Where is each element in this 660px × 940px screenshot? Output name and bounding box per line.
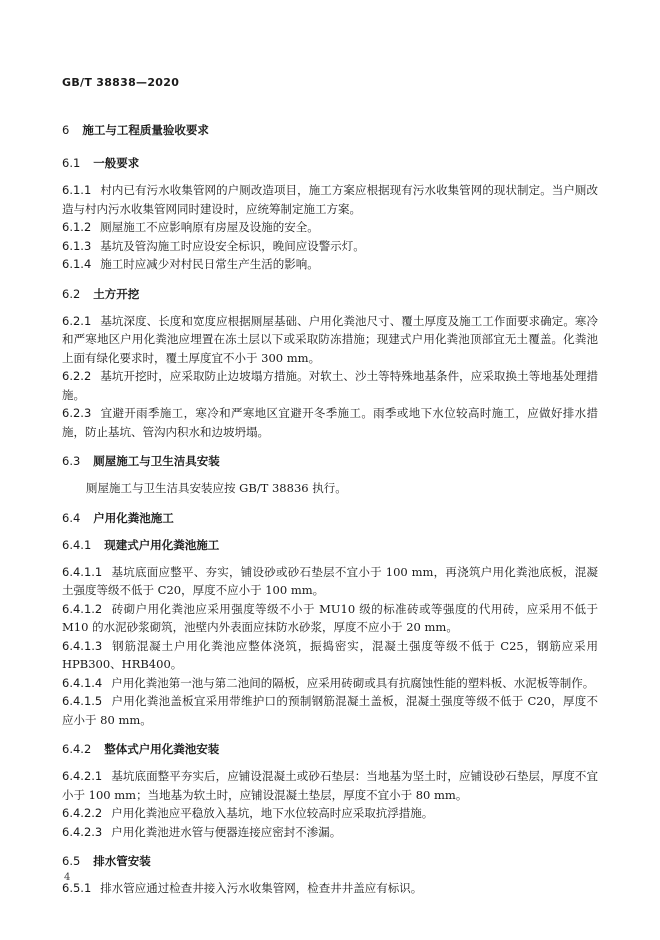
standard-code-header: GB/T 38838—2020 [62,76,180,89]
subsection-heading: 6.1 一般要求 [62,156,140,170]
clause: 6.4.1.2 砖砌户用化粪池应采用强度等级不小于 MU10 级的标准砖或等强度的代用砖，应采用不低于 M10 的水泥砂浆砌筑，池壁内外表面应抹防水砂浆，厚度不应小于 20 mm。 [62,601,598,634]
clause: 6.4.1.4 户用化粪池第一池与第二池间的隔板，应采用砖砌或具有抗腐蚀性能的塑料板、水泥板等制作。 [62,675,595,690]
clause: 6.2.2 基坑开挖时，应采取防止边坡塌方措施。对软土、沙土等特殊地基条件，应采取换土等地基处理措施。 [62,369,598,402]
clause: 6.4.2.1 基坑底面整平夯实后，应铺设混凝土或砂石垫层：当地基为坚土时，应铺设砂石垫层，厚度不宜小于 100 mm；当地基为软土时，应铺设混凝土垫层，厚度不宜小于 80 mm。 [62,769,598,802]
clause: 6.1.4 施工时应减少对村民日常生产生活的影响。 [62,257,319,271]
subsubsection-heading: 6.4.1 现建式户用化粪池施工 [62,537,220,552]
subsection-heading: 6.5 排水管安装 [62,854,151,868]
clause: 6.5.1 排水管应通过检查井接入污水收集管网，检查井井盖应有标识。 [62,881,423,895]
page-number: 4 [64,872,71,883]
subsection-heading: 6.3 厕屋施工与卫生洁具安装 [62,454,220,468]
clause: 6.2.1 基坑深度、长度和宽度应根据厕屋基础、户用化粪池尺寸、覆土厚度及施工工作面要求确定。寒冷和严寒地区户用化粪池应埋置在冻土层以下或采取防冻措施；现建式户用化粪池顶部宜无土覆盖。化粪池上面有绿化要求时，覆土厚度宜不小于 300 mm。 [62,313,598,365]
subsection-heading: 6.2 土方开挖 [62,286,140,301]
section-heading: 6 施工与工程质量验收要求 [62,123,209,137]
document-body [62,121,598,898]
subsubsection-heading: 6.4.2 整体式户用化粪池安装 [62,742,220,756]
clause: 厕屋施工与卫生洁具安装应按 GB/T 38836 执行。 [86,481,347,495]
subsection-heading: 6.4 户用化粪池施工 [62,510,174,525]
clause: 6.4.1.5 户用化粪池盖板宜采用带维护口的预制钢筋混凝土盖板，混凝土强度等级不低于 C20，厚度不应小于 80 mm。 [62,694,598,727]
clause: 6.4.1.1 基坑底面应整平、夯实，铺设砂或砂石垫层不宜小于 100 mm，再浇筑户用化粪池底板，混凝土强度等级不低于 C20，厚度不应小于 100 mm。 [62,564,598,597]
clause: 6.4.1.3 钢筋混凝土户用化粪池应整体浇筑，振捣密实，混凝土强度等级不低于 C25，钢筋应采用 HPB300、HRB400。 [62,638,598,671]
clause: 6.1.3 基坑及管沟施工时应设安全标识，晚间应设警示灯。 [62,238,365,253]
clause: 6.2.3 宜避开雨季施工，寒冷和严寒地区宜避开冬季施工。雨季或地下水位较高时施工，应做好排水措施，防止基坑、管沟内积水和边坡坍塌。 [62,406,598,439]
clause: 6.1.2 厕屋施工不应影响原有房屋及设施的安全。 [62,220,319,234]
clause: 6.4.2.3 户用化粪池进水管与便器连接应密封不渗漏。 [62,824,342,839]
clause: 6.4.2.2 户用化粪池应平稳放入基坑，地下水位较高时应采取抗浮措施。 [62,806,434,820]
clause: 6.1.1 村内已有污水收集管网的户厕改造项目，施工方案应根据现有污水收集管网的现状制定。当户厕改造与村内污水收集管网同时建设时，应统筹制定施工方案。 [62,183,598,216]
